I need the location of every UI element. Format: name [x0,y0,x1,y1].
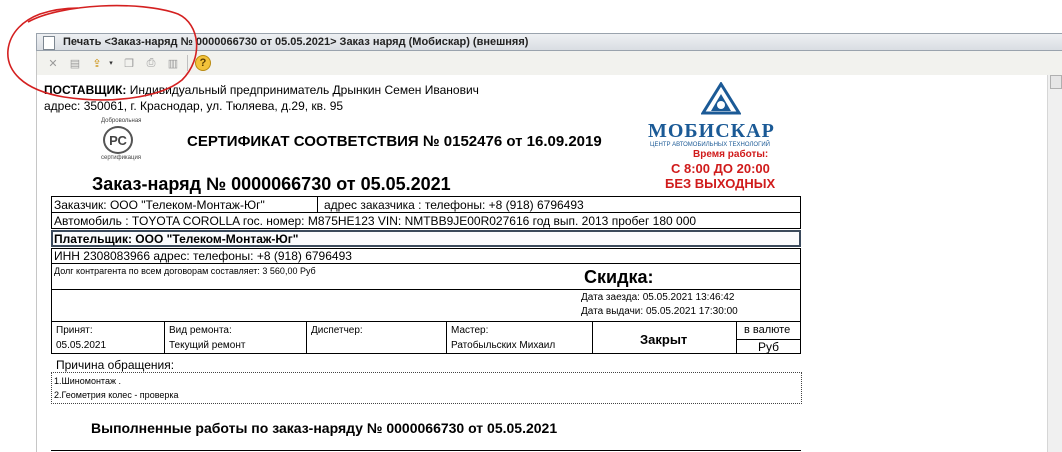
discount-label: Скидка: [584,267,654,287]
export-icon[interactable]: ⇪ [92,57,102,70]
info-row [51,321,801,354]
car-row [51,212,801,229]
scrollbar-thumb[interactable] [1050,75,1062,89]
close-doc-icon[interactable]: ✕ [48,57,58,70]
window-left-border [36,75,37,452]
supplier-name: Индивидуальный предприниматель Дрынкин Семен Иванович [129,83,479,97]
payer-info: Плательщик: ООО "Телеком-Монтаж-Юг" [54,232,299,246]
info-divider [306,322,307,353]
certification-logo [97,118,145,164]
page-setup-icon[interactable]: ▤ [69,57,81,70]
inn-row [51,248,801,264]
reason-item: 2.Геометрия колес - проверка [54,390,179,400]
accepted-label: Принят: [56,325,93,336]
help-icon[interactable]: ? [195,55,211,71]
dispatcher-label: Диспетчер: [311,325,363,336]
company-name: МОБИСКАР [648,120,775,142]
payer-row [51,230,801,247]
car-info: Автомобиль : TOYOTA COROLLA гос. номер: М875НЕ123 VIN: NMTBB9JE00R027616 год вып. 2013 пробег 180 000 [54,214,697,228]
mobiskar-emblem-icon [701,82,741,116]
debt-block-divider [52,289,800,290]
debt-block [51,263,801,322]
copy-icon[interactable]: ❐ [124,57,134,70]
info-divider [592,322,593,353]
red-annotation-circle [0,0,260,110]
reason-list [51,372,802,404]
company-tagline: ЦЕНТР АВТОМОБИЛЬНЫХ ТЕХНОЛОГИЙ [650,142,770,148]
supplier-address: адрес: 350061, г. Краснодар, ул. Тюляева, д.29, кв. 95 [44,99,344,113]
print-icon[interactable]: ⎙ [146,56,156,69]
customer-name: Заказчик: ООО "Телеком-Монтаж-Юг" [54,198,265,212]
repair-type-value: Текущий ремонт [169,340,246,351]
certificate-title: СЕРТИФИКАТ СООТВЕТСТВИЯ № 0152476 от 16.09.2019 [187,133,602,150]
no-days-off: БЕЗ ВЫХОДНЫХ [665,176,776,191]
work-time-label: Время работы: [693,149,769,160]
info-divider [164,322,165,353]
vertical-scrollbar[interactable] [1047,75,1062,452]
repair-type-label: Вид ремонта: [169,325,232,336]
cert-logo-mark: РС [103,126,133,154]
cert-logo-bottom-text: сертификация [101,155,142,161]
company-logo [646,82,802,192]
reason-item: 1.Шиномонтаж . [54,376,121,386]
inn-info: ИНН 2308083966 адрес: телефоны: +8 (918) 6796493 [54,249,352,263]
info-divider [736,322,737,353]
info-divider [446,322,447,353]
customer-address-phones: адрес заказчика : телефоны: +8 (918) 6796493 [324,198,584,212]
works-table-top-border [51,450,801,451]
cert-logo-top-text: Добровольная [101,118,142,124]
order-title: Заказ-наряд № 0000066730 от 05.05.2021 [92,174,451,194]
accepted-value: 05.05.2021 [56,340,107,351]
work-time: С 8:00 ДО 20:00 [671,161,770,176]
currency-label: в валюте [744,324,791,336]
reason-label: Причина обращения: [56,358,175,372]
customer-row-divider [317,197,318,212]
currency-value: Руб [758,340,780,354]
master-label: Мастер: [451,325,489,336]
works-title: Выполненные работы по заказ-наряду № 0000066730 от 05.05.2021 [91,420,558,436]
window-title: Печать <Заказ-наряд № 0000066730 от 05.05.2021> Заказ наряд (Мобискар) (внешняя) [63,36,529,48]
master-value: Ратобыльских Михаил [451,340,556,351]
preview-icon[interactable]: ▥ [167,57,179,70]
debt-info: Долг контрагента по всем договорам составляет: 3 560,00 Руб [54,266,316,276]
export-dropdown-icon[interactable]: ▾ [109,60,113,67]
customer-row [51,196,801,213]
order-status: Закрыт [640,332,688,347]
arrival-date: Дата заезда: 05.05.2021 13:46:42 [581,292,735,303]
supplier-label: ПОСТАВЩИК: [44,83,127,97]
issue-date: Дата выдачи: 05.05.2021 17:30:00 [581,306,738,317]
